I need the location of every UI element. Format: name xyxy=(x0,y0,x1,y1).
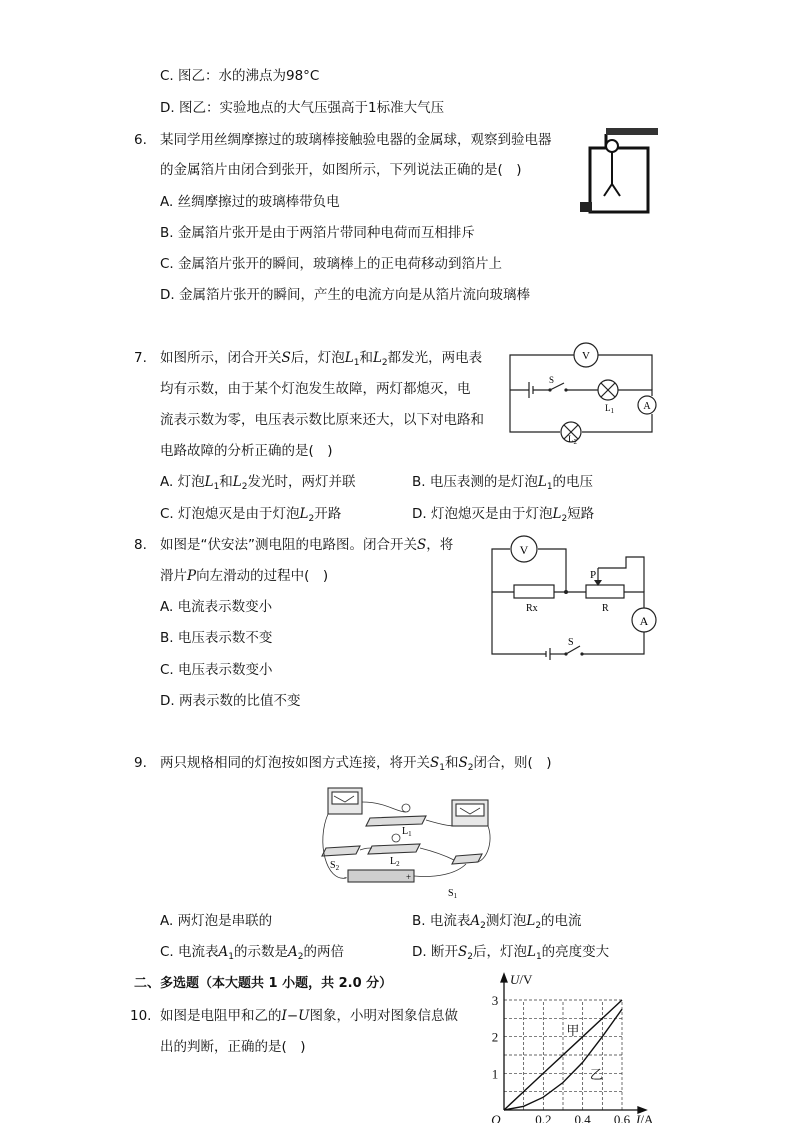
q8-switch-label: S xyxy=(568,637,574,648)
q9-option-b: B. 电流表$A_2$测灯泡$L_2$的电流 xyxy=(412,913,582,931)
chart-x-tick-label: 0.6 xyxy=(613,1112,631,1123)
q6-stem-line1: 某同学用丝绸摩擦过的玻璃棒接触验电器的金属球，观察到验电器 xyxy=(160,132,552,148)
q8-ammeter-label: A xyxy=(639,614,649,628)
q10-stem-line2: 出的判断，正确的是( ) xyxy=(160,1039,306,1055)
q9-l2-label: $L_2$ xyxy=(390,856,400,868)
q8-r-label: R xyxy=(602,603,609,614)
q9-option-c: C. 电流表$A_1$的示数是$A_2$的两倍 xyxy=(160,944,344,962)
q8-option-d: D. 两表示数的比值不变 xyxy=(160,693,301,709)
q6-option-d: D. 金属箔片张开的瞬间，产生的电流方向是从箔片流向玻璃棒 xyxy=(160,287,530,303)
chart-x-tick-label: 0.2 xyxy=(535,1112,552,1123)
chart-x-tick-label: 0.4 xyxy=(574,1112,591,1123)
q9-minus-label: - xyxy=(344,872,347,882)
q7-circuit-figure xyxy=(504,340,664,444)
q8-voltmeter-label: V xyxy=(519,543,529,557)
q9-option-a: A. 两灯泡是串联的 xyxy=(160,913,273,929)
q7-ammeter-label: A xyxy=(643,401,651,412)
q7-number: 7. xyxy=(134,350,147,366)
q8-stem-line1: 如图是“伏安法”测电阻的电路图。闭合开关S，将 xyxy=(160,537,454,553)
chart-y-tick-label: 3 xyxy=(491,993,499,1008)
q6-option-a: A. 丝绸摩擦过的玻璃棒带负电 xyxy=(160,194,340,210)
q10-number: 10. xyxy=(130,1008,152,1024)
q8-option-c: C. 电压表示数变小 xyxy=(160,662,273,678)
q7-option-d: D. 灯泡熄灭是由于灯泡$L_2$短路 xyxy=(412,506,595,524)
q7-switch-label: S xyxy=(549,375,555,385)
electroscope-figure xyxy=(576,124,660,218)
chart-y-arrow xyxy=(501,974,507,982)
q8-stem-line2: 滑片P向左滑动的过程中( ) xyxy=(160,568,329,584)
q7-voltmeter-label: V xyxy=(582,350,590,362)
q8-circuit-figure xyxy=(486,532,662,660)
q8-number: 8. xyxy=(134,537,147,553)
q9-l1-label: $L_1$ xyxy=(402,826,412,838)
chart-origin-label: O xyxy=(491,1112,501,1123)
q7-l1-label: $L_1$ xyxy=(605,403,614,415)
q8-rx-label: Rx xyxy=(526,603,538,614)
section-title-multi-choice: 二、多选题（本大题共 1 小题，共 2.0 分） xyxy=(134,976,393,991)
q6-stem-line2: 的金属箔片由闭合到张开，如图所示，下列说法正确的是( ) xyxy=(160,162,522,178)
q7-stem-line3: 流表示数为零，电压表示数比原来还大，以下对电路和 xyxy=(160,412,484,428)
chart-y-tick-label: 1 xyxy=(491,1066,499,1082)
q7-stem-line1: 如图所示，闭合开关S后，灯泡$L_1$和$L_2$都发光，两电表 xyxy=(160,350,483,368)
chart-series-label-jia: 甲 xyxy=(566,1022,580,1038)
q6-option-b: B. 金属箔片张开是由于两箔片带同种电荷而互相排斥 xyxy=(160,225,475,241)
q6-option-c: C. 金属箔片张开的瞬间，玻璃棒上的正电荷移动到箔片上 xyxy=(160,256,503,272)
q7-option-c: C. 灯泡熄灭是由于灯泡$L_2$开路 xyxy=(160,506,342,524)
q7-l2-label: $L_2$ xyxy=(568,434,577,444)
q9-s1-label: $S_1$ xyxy=(448,888,458,900)
q7-option-b: B. 电压表测的是灯泡$L_1$的电压 xyxy=(412,474,594,492)
q5-option-c: C. 图乙：水的沸点为98°C xyxy=(160,68,320,84)
iu-chart xyxy=(482,970,678,1123)
q6-number: 6. xyxy=(134,132,147,148)
q5-option-d: D. 图乙：实验地点的大气压强高于1标准大气压 xyxy=(160,100,445,116)
q9-plus-label: + xyxy=(406,872,412,882)
q9-s2-label: $S_2$ xyxy=(330,860,340,872)
q8-slider-label: P xyxy=(590,569,597,581)
q7-option-a: A. 灯泡$L_1$和$L_2$发光时，两灯并联 xyxy=(160,474,356,492)
chart-y-tick-label: 2 xyxy=(491,1029,499,1045)
q9-option-d: D. 断开$S_2$后，灯泡$L_1$的亮度变大 xyxy=(412,944,610,962)
chart-x-label: I/A xyxy=(636,1112,654,1123)
q7-stem-line2: 均有示数，由于某个灯泡发生故障，两灯都熄灭，电 xyxy=(160,381,471,397)
q8-option-b: B. 电压表示数不变 xyxy=(160,630,273,646)
q7-stem-line4: 电路故障的分析正确的是( ) xyxy=(160,443,333,459)
q9-apparatus-figure xyxy=(316,782,494,904)
q10-stem-line1: 如图是电阻甲和乙的I−U图象，小明对图象信息做 xyxy=(160,1008,459,1024)
chart-y-label: U/V xyxy=(510,972,533,987)
q9-number: 9. xyxy=(134,755,147,771)
q8-option-a: A. 电流表示数变小 xyxy=(160,599,273,615)
q9-stem: 两只规格相同的灯泡按如图方式连接，将开关$S_1$和$S_2$闭合，则( ) xyxy=(160,755,552,773)
chart-series-label-yi: 乙 xyxy=(589,1066,603,1082)
